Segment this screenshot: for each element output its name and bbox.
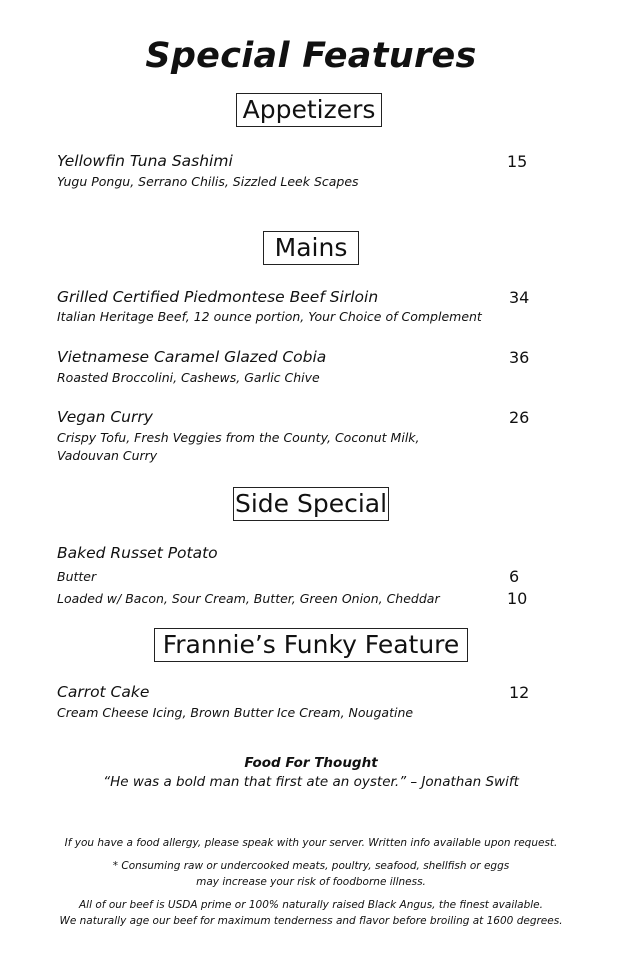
menu-item-price: 26 [509,408,530,427]
beef-notice: All of our beef is USDA prime or 100% naturally raised Black Angus, the finest available. [79,899,543,911]
menu-item-price: 15 [507,152,528,171]
menu-item-description: Roasted Broccolini, Cashews, Garlic Chive [57,370,320,385]
menu-item-price: 6 [509,567,520,586]
menu-item-description: Cream Cheese Icing, Brown Butter Ice Cream, Nougatine [57,705,414,720]
section-heading-side-special: Side Special [233,487,389,521]
menu-item-description: Yugu Pongu, Serrano Chilis, Sizzled Leek Scapes [57,174,359,189]
section-heading-mains: Mains [263,231,359,265]
menu-item-name: Carrot Cake [57,683,150,701]
menu-item-price: 36 [509,348,530,367]
menu-item-option: Butter [57,569,97,584]
menu-item-name: Vietnamese Caramel Glazed Cobia [57,348,327,366]
menu-item-description: Crispy Tofu, Fresh Veggies from the County, Coconut Milk, [57,430,420,445]
allergy-notice: If you have a food allergy, please speak with your server. Written info available upon request. [64,837,558,849]
beef-notice: We naturally age our beef for maximum tenderness and flavor before broiling at 1600 degrees. [59,915,563,927]
menu-item-description: Vadouvan Curry [57,448,158,463]
menu-item-price: 12 [509,683,530,702]
section-heading-appetizers: Appetizers [236,93,382,127]
menu-item-price: 10 [507,589,528,608]
section-heading-funky-feature: Frannie’s Funky Feature [154,628,468,662]
menu-item-name: Baked Russet Potato [57,544,218,562]
raw-food-warning: * Consuming raw or undercooked meats, poultry, seafood, shellfish or eggs [112,860,510,872]
menu-item-name: Grilled Certified Piedmontese Beef Sirloin [57,288,379,306]
page-title: Special Features [145,36,477,76]
menu-item-option: Loaded w/ Bacon, Sour Cream, Butter, Green Onion, Cheddar [57,591,440,606]
raw-food-warning: may increase your risk of foodborne illness. [196,876,426,888]
menu-item-name: Vegan Curry [57,408,153,426]
menu-item-name: Yellowfin Tuna Sashimi [57,152,233,170]
thought-heading: Food For Thought [244,755,378,771]
menu-item-price: 34 [509,288,530,307]
thought-quote: “He was a bold man that first ate an oyster.” – Jonathan Swift [103,774,519,790]
menu-item-description: Italian Heritage Beef, 12 ounce portion, Your Choice of Complement [57,309,482,324]
